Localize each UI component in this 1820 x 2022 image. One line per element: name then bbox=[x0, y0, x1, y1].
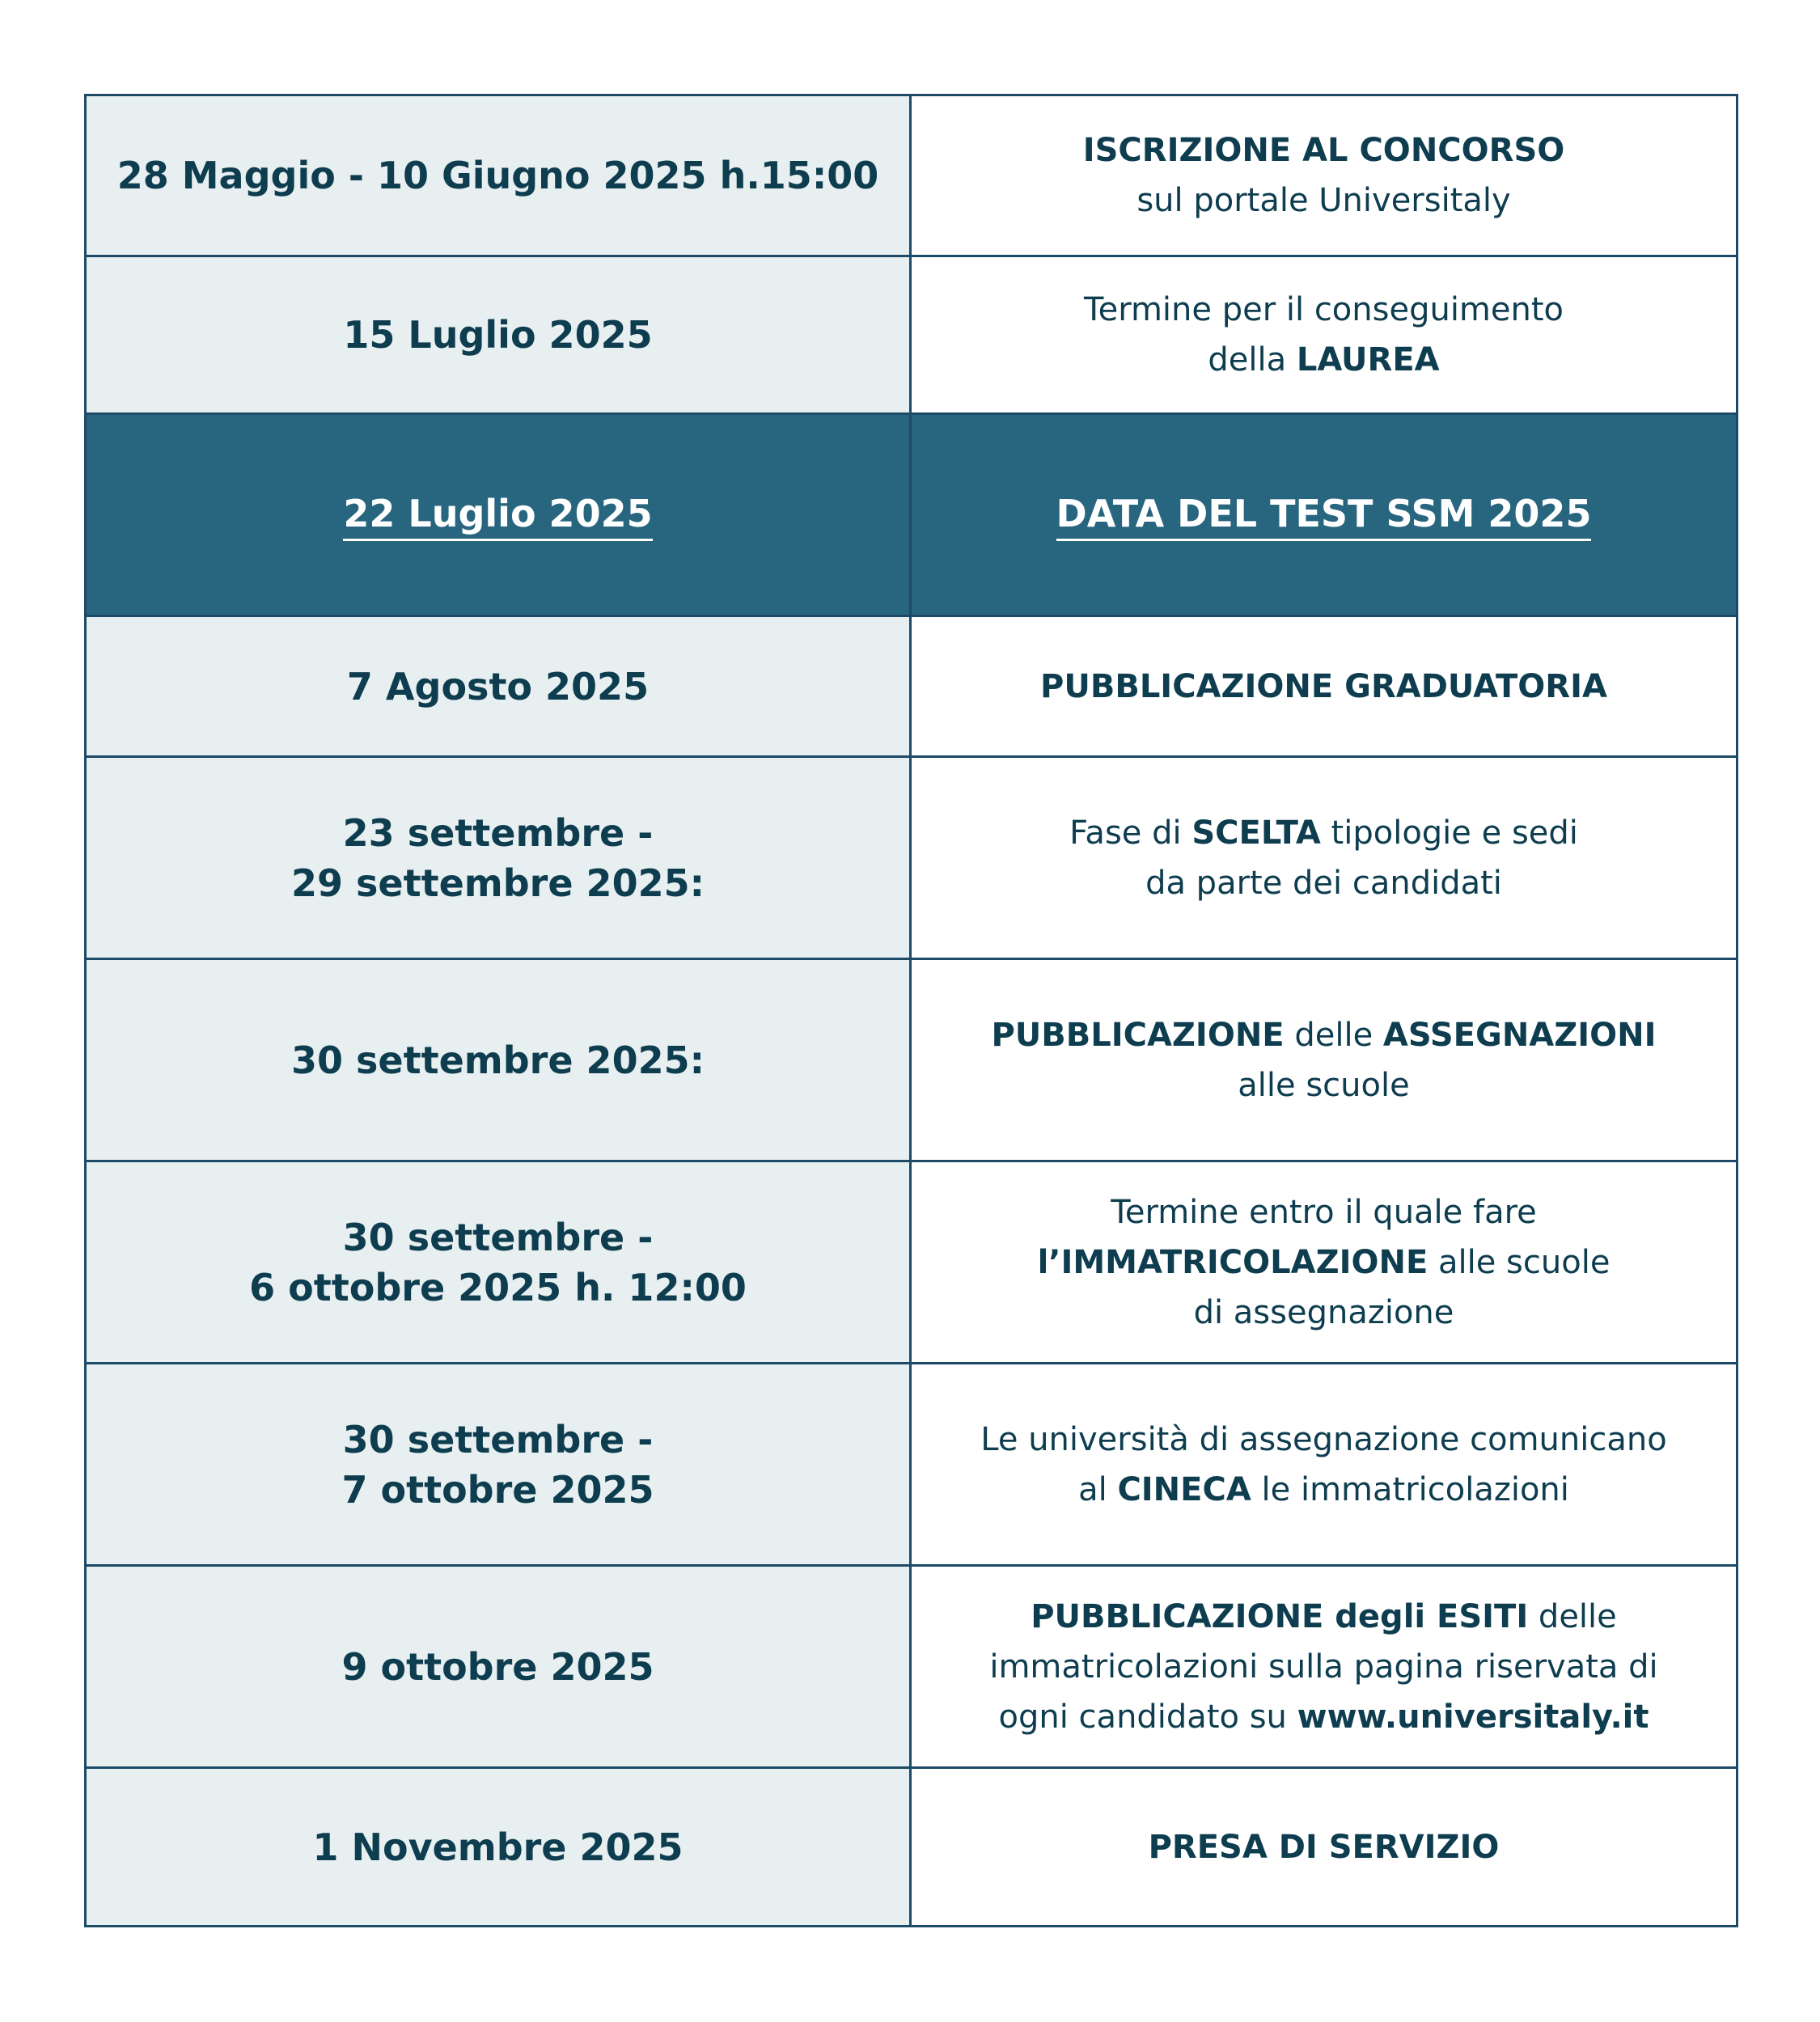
date-cell bbox=[86, 1364, 911, 1566]
description-line bbox=[931, 1288, 1716, 1338]
description-bold-text: l’IMMATRICOLAZIONE bbox=[1037, 1243, 1428, 1281]
description-bold-text: PRESA DI SERVIZIO bbox=[1148, 1828, 1500, 1866]
description-text: Termine entro il quale fare bbox=[1111, 1193, 1537, 1231]
date-text: 6 ottobre 2025 h. 12:00 bbox=[249, 1265, 747, 1309]
description-bold-text: www.universitaly.it bbox=[1297, 1698, 1649, 1736]
description-text: le immatricolazioni bbox=[1251, 1470, 1569, 1508]
schedule-row bbox=[86, 256, 1737, 414]
description-line bbox=[931, 125, 1716, 176]
description-cell bbox=[911, 256, 1737, 414]
description-text: da parte dei candidati bbox=[1145, 864, 1502, 902]
description-text: immatricolazioni sulla pagina riservata di bbox=[989, 1648, 1658, 1686]
date-cell bbox=[86, 1566, 911, 1768]
date-cell bbox=[86, 95, 911, 256]
schedule-row bbox=[86, 1364, 1737, 1566]
description-cell bbox=[911, 757, 1737, 959]
description-text: al bbox=[1078, 1470, 1118, 1508]
schedule-row bbox=[86, 616, 1737, 757]
description-line bbox=[931, 1060, 1716, 1110]
description-bold-text: PUBBLICAZIONE degli ESITI bbox=[1031, 1597, 1529, 1635]
date-text: 9 ottobre 2025 bbox=[341, 1644, 654, 1689]
date-cell bbox=[86, 959, 911, 1161]
description-text: Fase di bbox=[1069, 814, 1192, 852]
schedule-row bbox=[86, 414, 1737, 616]
schedule-row bbox=[86, 1768, 1737, 1927]
description-line bbox=[931, 1692, 1716, 1742]
description-line bbox=[931, 285, 1716, 335]
date-text: 1 Novembre 2025 bbox=[312, 1825, 684, 1869]
description-bold-text: ISCRIZIONE AL CONCORSO bbox=[1082, 132, 1565, 169]
date-text: 30 settembre - bbox=[342, 1417, 654, 1462]
description-cell bbox=[911, 616, 1737, 757]
description-line bbox=[1056, 490, 1592, 541]
description-line bbox=[931, 1010, 1716, 1060]
description-cell bbox=[911, 1566, 1737, 1768]
description-text: alle scuole bbox=[1428, 1243, 1610, 1281]
description-text: tipologie e sedi bbox=[1320, 814, 1578, 852]
description-line bbox=[931, 1822, 1716, 1872]
description-line bbox=[931, 176, 1716, 226]
ssm-2025-schedule-table bbox=[84, 94, 1738, 1927]
schedule-body bbox=[86, 95, 1737, 1927]
date-text: 30 settembre 2025: bbox=[291, 1038, 705, 1082]
description-line bbox=[931, 662, 1716, 712]
date-cell bbox=[86, 256, 911, 414]
description-bold-text: LAUREA bbox=[1296, 341, 1440, 379]
schedule-row bbox=[86, 95, 1737, 256]
description-bold-text: SCELTA bbox=[1191, 814, 1321, 852]
schedule-row bbox=[86, 1161, 1737, 1364]
description-bold-text: CINECA bbox=[1117, 1470, 1251, 1508]
date-text: 15 Luglio 2025 bbox=[343, 313, 653, 357]
date-cell bbox=[86, 1768, 911, 1927]
schedule-row bbox=[86, 959, 1737, 1161]
description-line bbox=[931, 858, 1716, 908]
description-bold-text: PUBBLICAZIONE GRADUATORIA bbox=[1040, 667, 1607, 705]
schedule-row bbox=[86, 1566, 1737, 1768]
description-text: Termine per il conseguimento bbox=[1083, 291, 1564, 328]
description-text: ogni candidato su bbox=[998, 1698, 1297, 1736]
description-line bbox=[931, 1465, 1716, 1515]
description-text: di assegnazione bbox=[1193, 1293, 1454, 1331]
description-cell bbox=[911, 95, 1737, 256]
date-text: 28 Maggio - 10 Giugno 2025 h.15:00 bbox=[116, 154, 879, 197]
description-line bbox=[931, 1237, 1716, 1288]
description-text: della bbox=[1208, 341, 1297, 379]
date-text: 23 settembre - bbox=[342, 810, 654, 855]
description-cell bbox=[911, 1768, 1737, 1927]
description-bold-text: PUBBLICAZIONE bbox=[991, 1016, 1285, 1054]
date-cell bbox=[86, 1161, 911, 1364]
description-line bbox=[931, 1642, 1716, 1692]
date-text: 7 Agosto 2025 bbox=[346, 664, 650, 709]
date-cell bbox=[86, 616, 911, 757]
description-text: Le università di assegnazione comunicano bbox=[980, 1420, 1667, 1458]
description-text: delle bbox=[1528, 1597, 1617, 1635]
description-cell bbox=[911, 1364, 1737, 1566]
description-line bbox=[931, 1415, 1716, 1465]
date-text: 30 settembre - bbox=[342, 1215, 654, 1259]
description-bold-text: DATA DEL TEST SSM 2025 bbox=[1056, 492, 1592, 535]
description-line bbox=[931, 335, 1716, 385]
date-text: 29 settembre 2025: bbox=[291, 861, 705, 905]
date-cell bbox=[86, 414, 911, 616]
date-text: 7 ottobre 2025 bbox=[341, 1467, 654, 1512]
description-cell bbox=[911, 1161, 1737, 1364]
description-text: alle scuole bbox=[1238, 1066, 1410, 1104]
description-bold-text: ASSEGNAZIONI bbox=[1382, 1016, 1657, 1054]
description-cell bbox=[911, 959, 1737, 1161]
description-line bbox=[931, 1187, 1716, 1237]
date-cell bbox=[86, 757, 911, 959]
description-text: delle bbox=[1284, 1016, 1383, 1054]
schedule-row bbox=[86, 757, 1737, 959]
description-line bbox=[931, 808, 1716, 858]
description-cell bbox=[911, 414, 1737, 616]
description-text: sul portale Universitaly bbox=[1136, 182, 1511, 219]
description-line bbox=[931, 1592, 1716, 1642]
date-text: 22 Luglio 2025 bbox=[343, 490, 652, 541]
